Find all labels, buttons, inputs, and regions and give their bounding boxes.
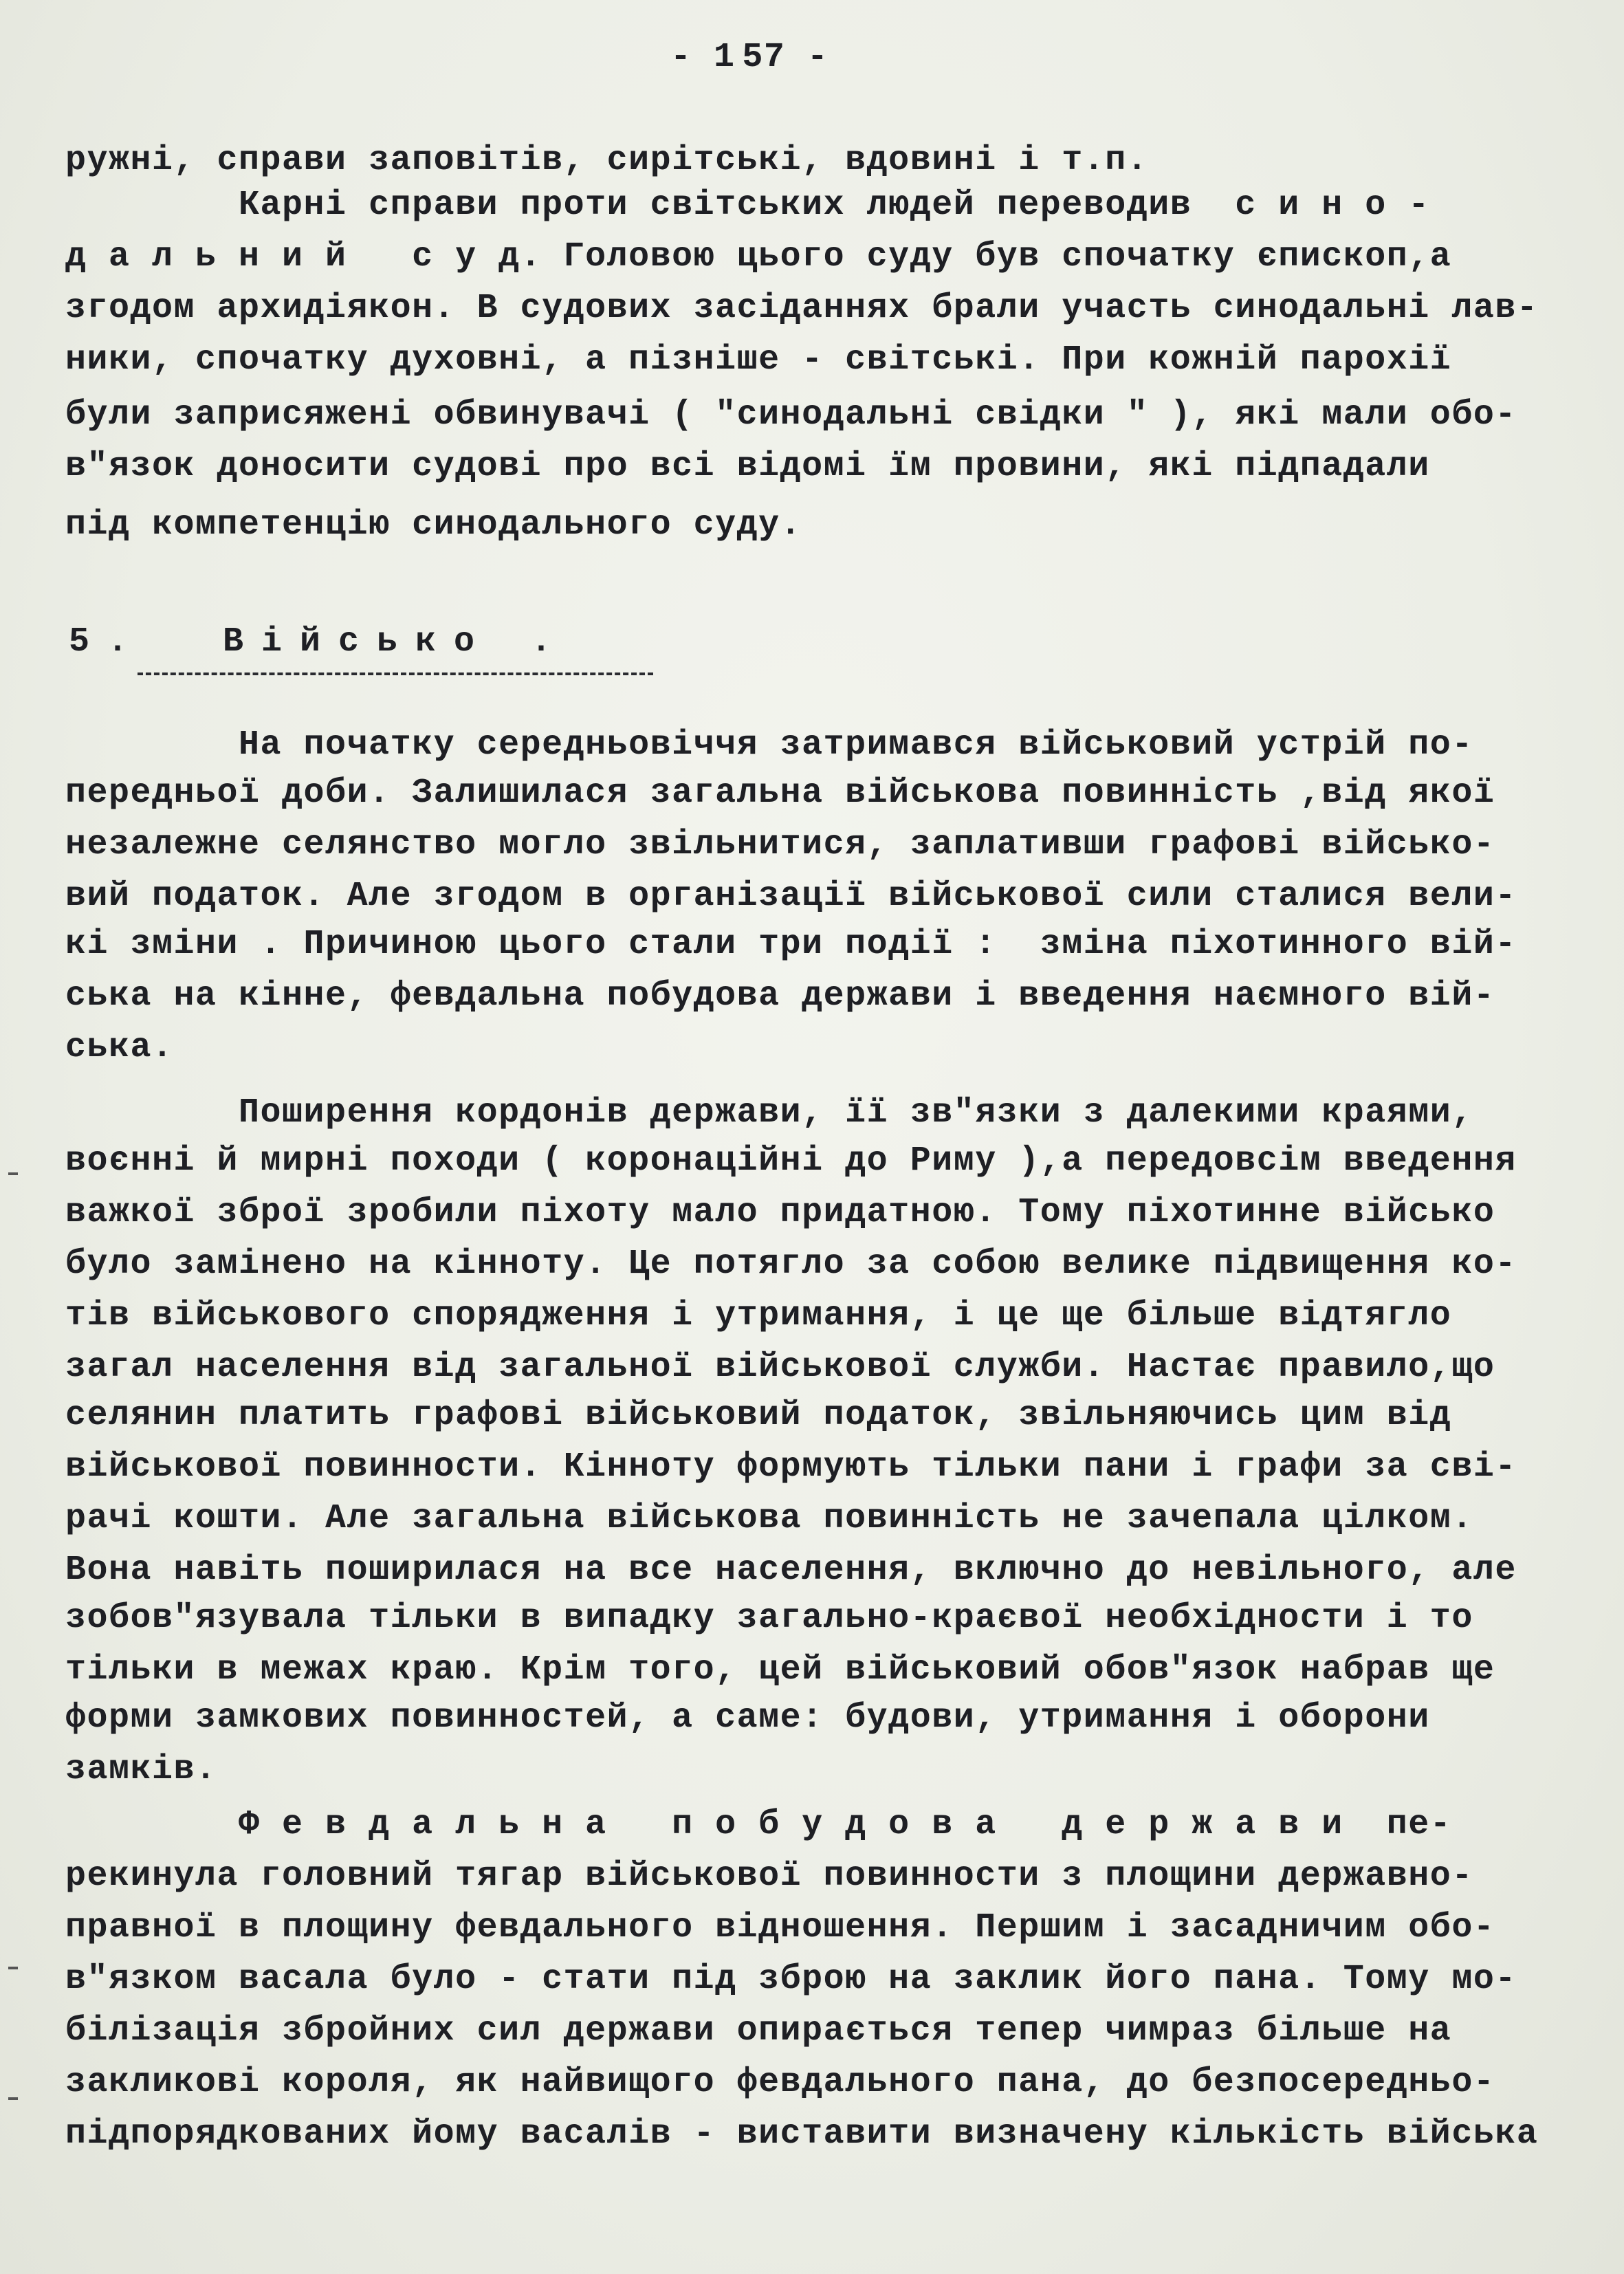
text-line: рекинула головний тягар військової повинности з площини державно- (65, 1857, 1473, 1896)
text-line: ська. (65, 1028, 174, 1067)
text-line: д а л ь н и й с у д. Головою цього суду був спочатку єпископ,а (65, 237, 1452, 276)
text-line: правної в площину февдального відношення. Першим і засадничим обо- (65, 1908, 1495, 1947)
text-line: замків. (65, 1750, 217, 1789)
text-line: ники, спочатку духовні, а пізніше - світські. При кожній парохії (65, 340, 1452, 380)
page-number: - 1 57 - (670, 38, 829, 77)
text-line: військової повинности. Кінноту формують тільки пани і графи за сві- (65, 1447, 1517, 1487)
heading-underline (138, 673, 653, 675)
text-line: Ф е в д а л ь н а п о б у д о в а д е р ж а в и пе- (65, 1805, 1452, 1844)
text-line: білізація збройних сил держави опирається тепер чимраз більше на (65, 2011, 1452, 2051)
margin-mark (8, 1967, 18, 1969)
text-line: підпорядкованих йому васалів - виставити визначену кількість війська (65, 2114, 1539, 2154)
text-line: в"язок доносити судові про всі відомі їм провини, які підпадали (65, 447, 1430, 486)
text-line: передньої доби. Залишилася загальна військова повинність ,від якої (65, 774, 1495, 813)
text-line: форми замкових повинностей, а саме: будови, утримання і оборони (65, 1698, 1430, 1738)
text-line: селянин платить графові військовий податок, звільняючись цим від (65, 1396, 1452, 1435)
text-line: загал населення від загальної військової служби. Настає правило,що (65, 1348, 1495, 1387)
text-line: в"язком васала було - стати під зброю на заклик його пана. Тому мо- (65, 1960, 1517, 1999)
margin-mark (8, 1172, 18, 1175)
text-line: зобов"язувала тільки в випадку загально-краєвої необхідности і то (65, 1599, 1473, 1638)
text-line: Поширення кордонів держави, її зв"язки з далекими краями, (65, 1093, 1473, 1133)
text-line: згодом архидіякон. В судових засіданнях брали участь синодальні лав- (65, 289, 1539, 328)
text-line: ружні, справи заповітів, сирітські, вдовині і т.п. (65, 141, 1149, 180)
text-line: вий податок. Але згодом в організації військової сили сталися вели- (65, 877, 1517, 916)
text-line: Вона навіть поширилася на все населення, включно до невільного, але (65, 1551, 1517, 1590)
text-line: були заприсяжені обвинувачі ( "синодальні свідки " ), які мали обо- (65, 395, 1517, 435)
text-line: незалежне селянство могло звільнитися, заплативши графові військо- (65, 825, 1495, 864)
text-line: під компетенцію синодального суду. (65, 505, 802, 545)
text-line: закликові короля, як найвищого февдального пана, до безпосередньо- (65, 2063, 1495, 2102)
text-line: ська на кінне, февдальна побудова держави і введення наємного вій- (65, 976, 1495, 1016)
text-line: кі зміни . Причиною цього стали три події : зміна піхотинного вій- (65, 925, 1517, 964)
text-line: важкої зброї зробили піхоту мало придатною. Тому піхотинне військо (65, 1193, 1495, 1232)
text-line: На початку середньовіччя затримався військовий устрій по- (65, 725, 1473, 765)
text-line: тів військового спорядження і утримання, і це ще більше відтягло (65, 1296, 1452, 1335)
text-line: було замінено на кінноту. Це потягло за собою велике підвищення ко- (65, 1245, 1517, 1284)
text-line: тільки в межах краю. Крім того, цей військовий обов"язок набрав ще (65, 1650, 1495, 1690)
text-line: воєнні й мирні походи ( коронаційні до Риму ),а передовсім введення (65, 1141, 1517, 1181)
text-line: Карні справи проти світських людей переводив с и н о - (65, 186, 1430, 225)
margin-mark (8, 2097, 18, 2100)
text-line: рачі кошти. Але загальна військова повинність не зачепала цілком. (65, 1499, 1473, 1538)
section-heading: 5. Військо . (69, 622, 570, 662)
